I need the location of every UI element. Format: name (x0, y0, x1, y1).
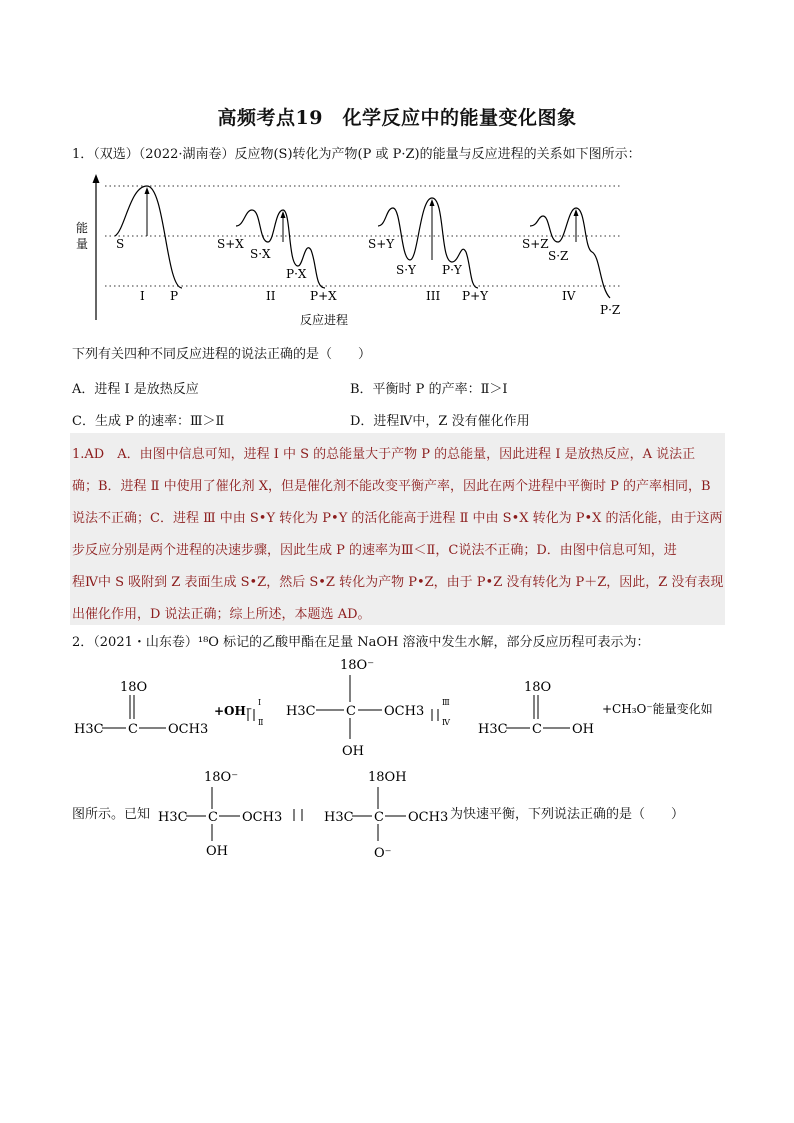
y-label-1: 能 (76, 221, 89, 235)
methoxide-tail: +CH₃O⁻能量变化如 (602, 702, 713, 716)
q1-stem: 1．（双选）（2022·湖南卷）反应物(S)转化为产物(P 或 P·Z)的能量与反应进程的关系如下图所示： (72, 147, 641, 162)
svg-text:H3C: H3C (74, 722, 104, 737)
molecule-methyl-acetate (74, 680, 208, 737)
svg-text:OH: OH (572, 722, 594, 737)
y-label-2: 量 (76, 237, 89, 251)
equilibrium-arrow-2 (432, 698, 451, 727)
label-sdotz: S·Z (548, 249, 569, 263)
intermediate-a (158, 770, 282, 859)
answer-line: 确；B．进程 Ⅱ 中使用了催化剂 X，但是催化剂不能改变平衡产率，因此在两个进程中平衡时 P 的产率相同，B (72, 479, 711, 494)
label-roman-4: IV (562, 289, 576, 303)
label-pdotz: P·Z (600, 303, 621, 317)
svg-text:H3C: H3C (324, 810, 354, 825)
svg-text:C: C (374, 810, 384, 825)
q1-option-c: C．生成 P 的速率：Ⅲ＞Ⅱ (72, 414, 225, 429)
fast-equilibrium-scheme (156, 765, 456, 865)
q1-option-a: A．进程 Ⅰ 是放热反应 (72, 382, 199, 397)
svg-text:OCH3: OCH3 (384, 704, 425, 719)
curve-4 (530, 208, 610, 298)
label-pdotx: P·X (286, 267, 307, 281)
answer-line: 说法不正确；C．进程 Ⅲ 中由 S•Y 转化为 P•Y 的活化能高于进程 Ⅱ 中由 S•X 转化为 P•X 的活化能，由于这两 (72, 511, 723, 526)
label-roman-1: I (140, 289, 145, 303)
answer-line: 1.AD A．由图中信息可知，进程 Ⅰ 中 S 的总能量大于产物 P 的总能量，因此进程 I 是放热反应，A 说法正 (72, 447, 696, 462)
q2-stem: 2．（2021・山东卷）¹⁸O 标记的乙酸甲酯在足量 NaOH 溶液中发生水解，部分反应历程可表示为： (72, 635, 650, 650)
x-label: 反应进程 (300, 313, 349, 327)
svg-text:OH: OH (342, 744, 364, 759)
svg-text:C: C (346, 704, 356, 719)
intermediate-b (324, 770, 448, 861)
reaction-scheme (70, 655, 730, 765)
label-sdotx: S·X (250, 247, 271, 261)
svg-text:Ⅳ: Ⅳ (442, 718, 450, 727)
label-s-y: S+Y (368, 237, 395, 251)
label-roman-2: II (266, 289, 276, 303)
label-p-x: P+X (310, 289, 337, 303)
equilibrium-arrow-3 (294, 809, 302, 821)
svg-text:H3C: H3C (158, 810, 188, 825)
svg-text:Ⅲ: Ⅲ (442, 698, 450, 707)
svg-text:Ⅱ: Ⅱ (258, 718, 264, 727)
answer-line: 步反应分别是两个进程的决速步骤，因此生成 P 的速率为Ⅲ＜Ⅱ，C说法不正确；D．由图中信息可知，进 (72, 543, 677, 558)
page-title: 高频考点19 化学反应中的能量变化图象 (217, 107, 577, 129)
label-p-y: P+Y (462, 289, 489, 303)
q2-line2-suffix: 为快速平衡，下列说法正确的是（ ） (450, 807, 685, 822)
svg-text:OCH3: OCH3 (242, 810, 283, 825)
label-pdoty: P·Y (442, 263, 462, 277)
q2-line2-prefix: 图所示。已知 (72, 807, 151, 822)
curve-1 (115, 186, 182, 288)
label-s: S (116, 237, 125, 251)
svg-text:C: C (532, 722, 542, 737)
q1-question: 下列有关四种不同反应进程的说法正确的是（ ） (72, 347, 372, 362)
q1-option-d: D．进程Ⅳ中，Z 没有催化作用 (350, 414, 530, 429)
svg-text:18O⁻: 18O⁻ (340, 658, 375, 673)
svg-text:H3C: H3C (286, 704, 316, 719)
svg-text:C: C (128, 722, 138, 737)
molecule-acetic-acid (478, 680, 594, 737)
svg-text:18O: 18O (524, 680, 552, 695)
label-sdoty: S·Y (396, 263, 416, 277)
svg-text:18OH: 18OH (368, 770, 407, 785)
svg-text:18O: 18O (120, 680, 148, 695)
q1-option-b: B．平衡时 P 的产率：Ⅱ＞Ⅰ (350, 382, 508, 397)
svg-text:18O⁻: 18O⁻ (204, 770, 239, 785)
answer-line: 出催化作用，D 说法正确；综上所述，本题选 AD。 (72, 607, 371, 622)
y-axis-arrow (93, 174, 100, 183)
molecule-tetrahedral-intermediate (286, 658, 424, 759)
svg-text:OH: OH (206, 844, 228, 859)
svg-text:Ⅰ: Ⅰ (258, 698, 262, 707)
svg-text:H3C: H3C (478, 722, 508, 737)
svg-text:O⁻: O⁻ (374, 846, 392, 861)
label-s-z: S+Z (522, 237, 549, 251)
label-roman-3: III (426, 289, 441, 303)
energy-diagram (70, 170, 650, 335)
svg-text:C: C (208, 810, 218, 825)
reagent-oh: +OH⁻ (214, 704, 253, 718)
svg-text:OCH3: OCH3 (168, 722, 209, 737)
label-p: P (170, 289, 179, 303)
label-s-x: S+X (217, 237, 244, 251)
svg-text:OCH3: OCH3 (408, 810, 449, 825)
answer-line: 程Ⅳ中 S 吸附到 Z 表面生成 S•Z，然后 S•Z 转化为产物 P•Z，由于 P•Z 没有转化为 P＋Z，因此，Z 没有表现 (72, 575, 724, 590)
